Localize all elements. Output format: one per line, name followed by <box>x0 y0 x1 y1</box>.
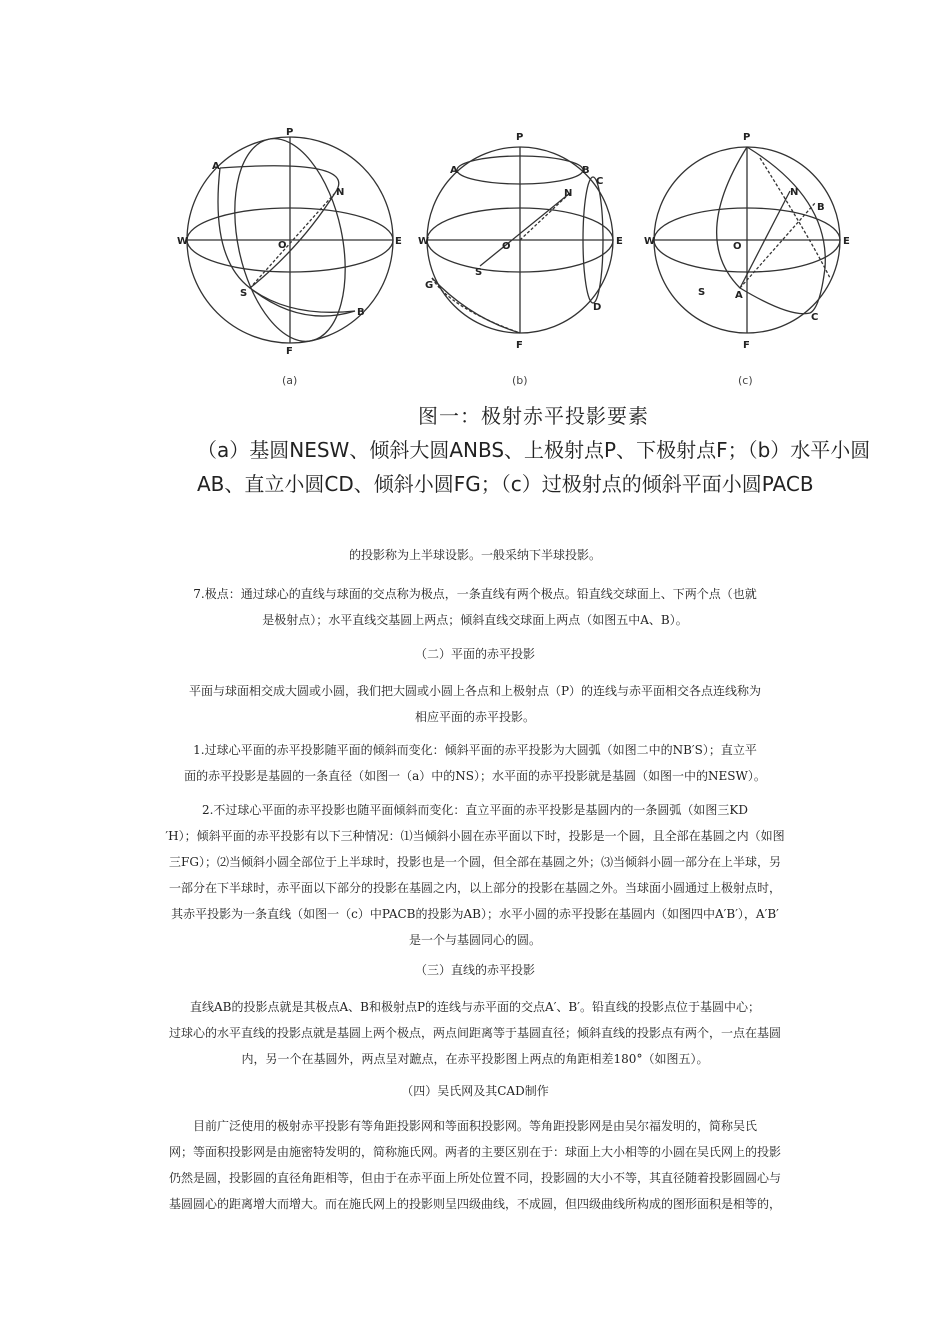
label-b-D: D <box>593 302 602 313</box>
label-c-C: C <box>811 312 819 323</box>
label-c-S: S <box>698 287 706 298</box>
paragraph-5: 2.不过球心平面的赤平投影也随平面倾斜而变化：直立平面的赤平投影是基圆内的一条圆弧（如图三KD ′H）；倾斜平面的赤平投影有以下三种情况：⑴当倾斜小圆在赤平面以下时，投影是一个圆，且全部在基圆之内（如图 三FG）；⑵当倾斜小圆全部位于上半球时，投影也是一个圆，但全部在基圆之外；⑶当倾斜小圆一部分在上半球，另 一部分在下半球时，赤平面以下部分的投影在基圆之内，以上部分的投影在基圆之外。当球面小圆通过上极射点时， 其赤平投影为一条直线（如图一（c）中PACB的投影为AB）；水平小圆的赤平投影在基圆内（如图四中A′B′），A′B′ 是一个与基圆同心的圆。 <box>165 803 785 947</box>
heading-2: （二）平面的赤平投影 <box>414 647 535 661</box>
label-b-O: O <box>502 241 511 252</box>
label-b-S: S <box>475 267 483 278</box>
paragraph-7: 目前广泛使用的极射赤平投影有等角距投影网和等面积投影网。等角距投影网是由吴尔福发明的，简称吴氏 网；等面积投影网是由施密特发明的，简称施氏网。两者的主要区别在于：球面上大小相等的小圆在吴氏网上的投影 仍然是圆，投影圆的直径角距相等，但由于在赤平面上所处位置不同，投影圆的大小不等，其直径随着投影圆圆心与 基圆圆心的距离增大而增大。而在施氏网上的投影则呈四级曲线，不成圆，但四级曲线所构成的图形面积是相等的， <box>168 1119 781 1211</box>
label-c-F: F <box>743 340 750 351</box>
label-a-O: O <box>278 240 287 251</box>
heading-3: （三）直线的赤平投影 <box>414 963 535 977</box>
subfigure-c-label: (c) <box>738 374 753 387</box>
label-c-A: A <box>735 290 743 301</box>
label-b-B: B <box>582 165 590 176</box>
label-c-O: O <box>733 241 742 252</box>
subfigure-b-label: (b) <box>512 374 528 387</box>
paragraph-3: 平面与球面相交成大圆或小圆，我们把大圆或小圆上各点和上极射点（P）的连线与赤平面相交各点连线称为 相应平面的赤平投影。 <box>188 684 762 724</box>
label-b-G: G <box>425 280 434 291</box>
label-a-A: A <box>212 161 220 172</box>
subfigure-a-label: (a) <box>282 374 298 387</box>
label-b-E: E <box>616 236 623 247</box>
label-c-B: B <box>817 202 825 213</box>
label-a-B: B <box>357 307 365 318</box>
label-a-W: W <box>177 236 189 247</box>
sphere-diagrams <box>150 118 890 378</box>
label-b-A: A <box>450 165 458 176</box>
figure-title: 图一：极射赤平投影要素 <box>418 404 649 428</box>
diagram-c <box>654 147 840 333</box>
label-b-C: C <box>596 176 604 187</box>
label-b-F: F <box>516 340 523 351</box>
label-a-E: E <box>395 236 402 247</box>
paragraph-1: 的投影称为上半球设影。一般采纳下半球投影。 <box>348 548 601 562</box>
label-b-W: W <box>418 236 430 247</box>
figure-caption-line1: （a）基圆NESW、倾斜大圆ANBS、上极射点P、下极射点F；（b）水平小圆 <box>197 438 871 462</box>
label-c-E: E <box>843 236 850 247</box>
figure-caption-line2: AB、直立小圆CD、倾斜小圆FG；（c）过极射点的倾斜平面小圆PACB <box>197 472 814 496</box>
label-c-P: P <box>743 132 751 143</box>
label-b-P: P <box>516 132 524 143</box>
label-c-W: W <box>644 236 656 247</box>
figure-1 <box>150 118 890 496</box>
paragraph-2: 7.极点：通过球心的直线与球面的交点称为极点，一条直线有两个极点。铅直线交球面上、下两个点（也就 是极射点）；水平直线交基圆上两点；倾斜直线交球面上两点（如图五中A、B）。 <box>193 587 757 627</box>
label-c-N: N <box>790 187 799 198</box>
label-b-N: N <box>564 188 573 199</box>
paragraph-4: 1.过球心平面的赤平投影随平面的倾斜而变化：倾斜平面的赤平投影为大圆弧（如图二中的NB′S）；直立平 面的赤平投影是基圆的一条直径（如图一（a）中的NS）；水平面的赤平投影就是基圆（如图一中的NESW）。 <box>184 743 766 783</box>
label-a-N: N <box>336 187 345 198</box>
label-a-F: F <box>286 346 293 357</box>
paragraph-6: 直线AB的投影点就是其极点A、B和极射点P的连线与赤平面的交点A′、B′。铅直线的投影点位于基圆中心； 过球心的水平直线的投影点就是基圆上两个极点，两点间距离等于基圆直径；倾斜直线的投影点有两个，一点在基圆 内，另一个在基圆外，两点呈对蹠点，在赤平投影图上两点的角距相差180°（如图五）。 <box>168 1000 781 1066</box>
heading-4: （四）吴氏网及其CAD制作 <box>401 1084 549 1098</box>
label-a-S: S <box>240 288 248 299</box>
label-a-P: P <box>286 127 294 138</box>
